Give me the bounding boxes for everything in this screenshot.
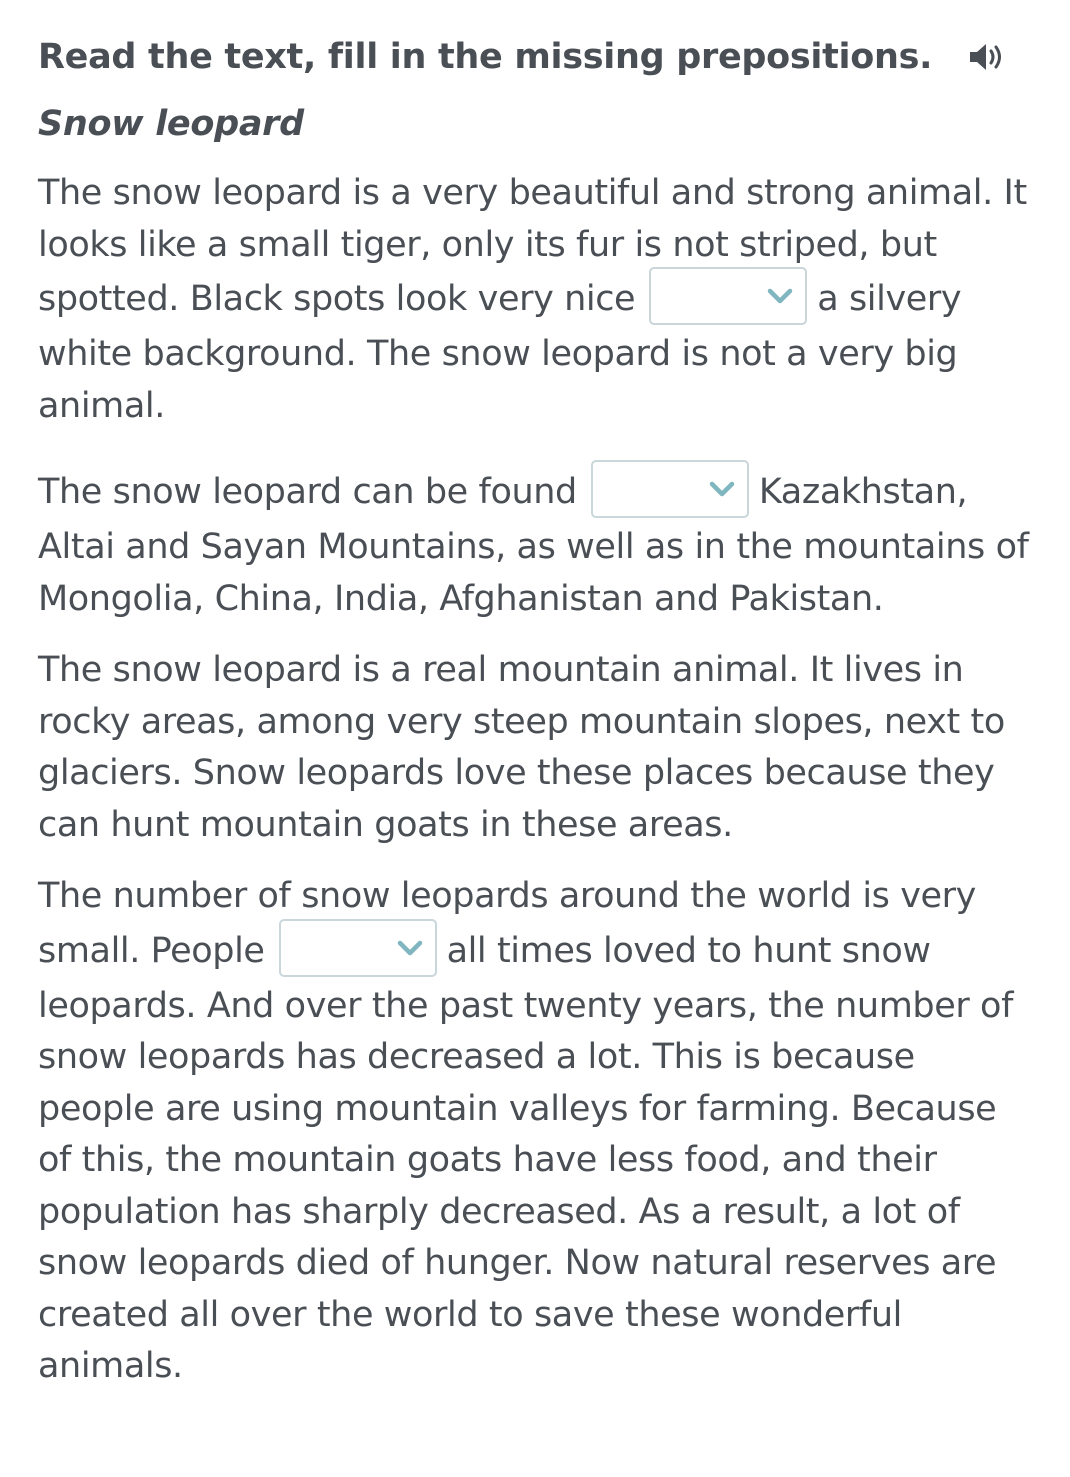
preposition-select-3[interactable] (279, 919, 437, 977)
paragraph-4 (38, 871, 1038, 1393)
exercise-header (38, 30, 1038, 84)
paragraph-3: The snow leopard is a real mountain animal. It lives in rocky areas, among very steep mountain slopes, next to glaciers. Snow leopards love these places because they can hunt mountain goats in these areas. (38, 650, 1005, 845)
instruction-text: Read the text, fill in the missing prepositions. (38, 37, 933, 77)
paragraph-2-after: Kazakhstan, Altai and Sayan Mountains, as well as in the mountains of Mongolia, China, India, Afghanistan and Pakistan. (38, 472, 1029, 619)
text-title: Snow leopard (38, 104, 304, 144)
chevron-down-icon (395, 935, 425, 961)
exercise (38, 30, 1038, 1393)
paragraph-2 (38, 464, 1038, 625)
preposition-select-1[interactable] (649, 267, 807, 325)
paragraph-1-after: a silvery white background. The snow leopard is not a very big animal. (38, 279, 962, 426)
paragraph-2-before: The snow leopard can be found (38, 472, 577, 512)
chevron-down-icon (707, 476, 737, 502)
paragraph-4-before: The number of snow leopards around the world is very small. People (38, 876, 976, 971)
speaker-icon (967, 40, 1007, 74)
paragraph-1 (38, 168, 1038, 432)
paragraph-4-after: all times loved to hunt snow leopards. And over the past twenty years, the number of snow leopards has decreased a lot. This is because people are using mountain valleys for farming. Because of this, the mountain goats have less food, and their population has sharply decreased. As a result, a lot of snow leopards died of hunger. Now natural reserves are created all over the world to save these wonderful animals. (38, 930, 1013, 1386)
paragraph-1-before: The snow leopard is a very beautiful and strong animal. It looks like a small tiger, only its fur is not striped, but spotted. Black spots look very nice (38, 173, 1027, 319)
chevron-down-icon (765, 283, 795, 309)
preposition-select-2[interactable] (591, 460, 749, 518)
audio-button[interactable] (966, 36, 1008, 78)
